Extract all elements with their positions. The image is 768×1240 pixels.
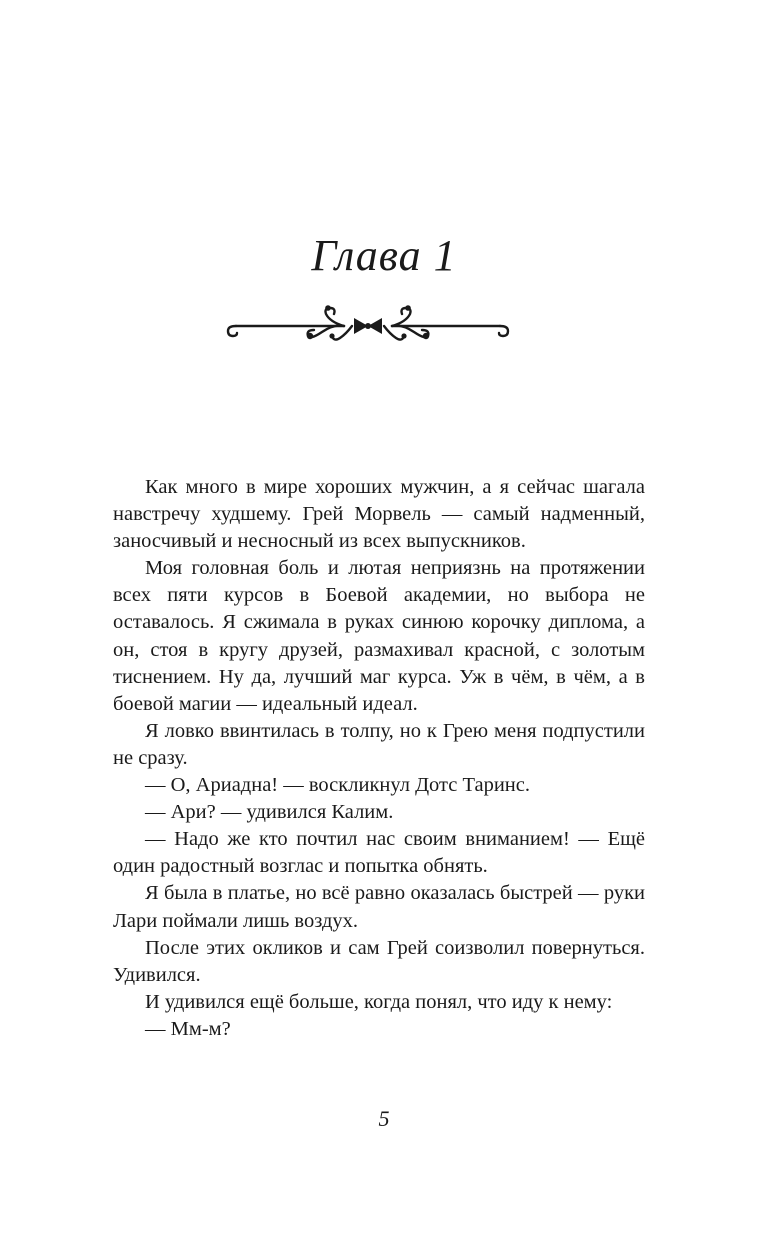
paragraph: Я была в платье, но всё равно оказалась быстрей — руки Лари поймали лишь воздух. <box>113 882 645 932</box>
paragraph: И удивился ещё больше, когда понял, что иду к нему: <box>145 990 613 1013</box>
dialogue-line: — Надо же кто почтил нас своим вниманием! — Ещё один радостный возглас и попытка обнять. <box>113 828 645 878</box>
paragraph: Я ловко ввинтилась в толпу, но к Грею меня подпустили не сразу. <box>113 719 645 769</box>
chapter-title: Глава 1 <box>311 231 457 280</box>
decorative-flourish-icon <box>222 300 514 350</box>
paragraph: Как много в мире хороших мужчин, а я сейчас шагала навстречу худшему. Грей Морвель — самый надменный, заносчивый и несносный из всех выпускников. <box>113 476 645 553</box>
dialogue-line: — Ари? — удивился Калим. <box>145 801 394 824</box>
page-number: 5 <box>378 1106 390 1131</box>
dialogue-line: — Мм-м? <box>145 1017 231 1040</box>
paragraph: Моя головная боль и лютая неприязнь на протяжении всех пяти курсов в Боевой академии, но выбора не оставалось. Я сжимала в руках синюю корочку диплома, а он, стоя в кругу друзей, размахивал красной, с золотым тиснением. Ну да, лучший маг курса. Уж в чём, в чём, а в боевой магии — идеальный идеал. <box>113 557 645 715</box>
chapter-body <box>113 474 645 1043</box>
paragraph: После этих окликов и сам Грей соизволил повернуться. Удивился. <box>113 936 645 986</box>
dialogue-line: — О, Ариадна! — воскликнул Дотс Таринс. <box>145 774 530 797</box>
